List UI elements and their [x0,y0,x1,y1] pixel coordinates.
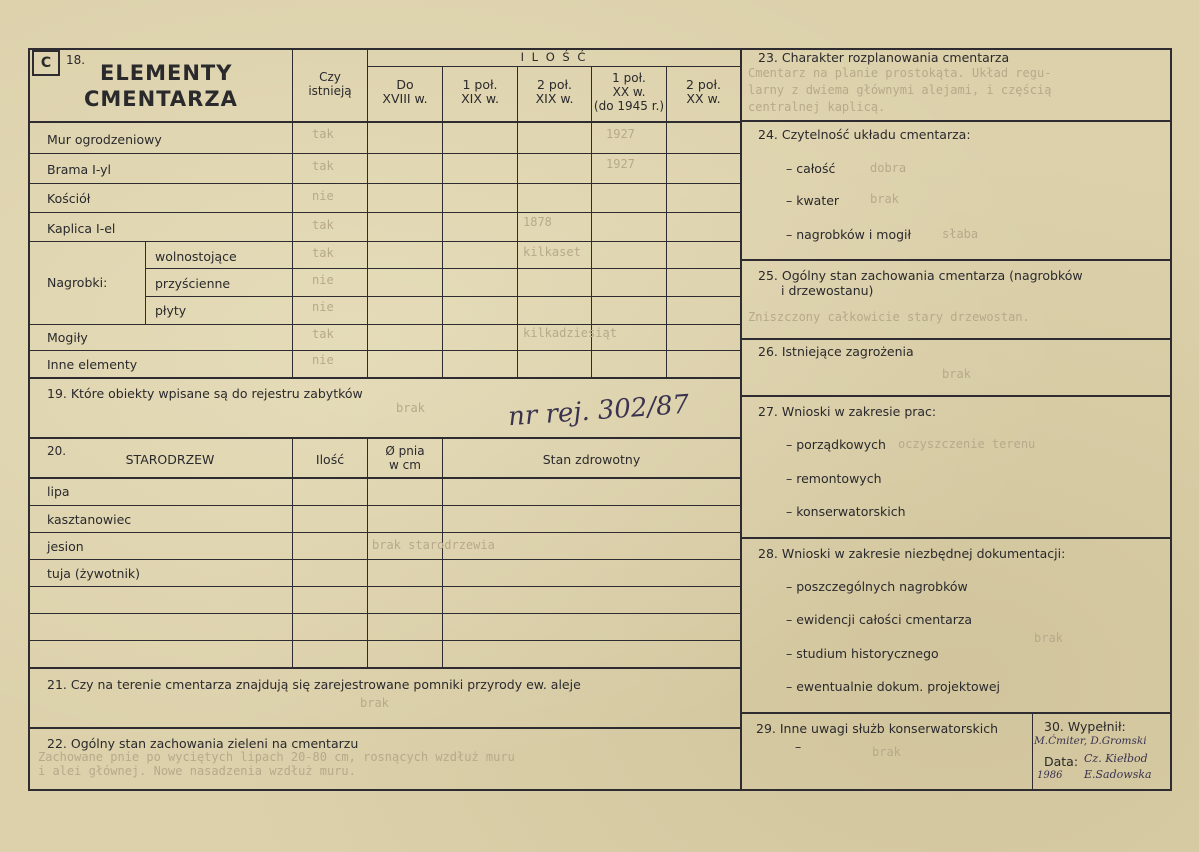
section20-title: STARODRZEW [125,452,215,467]
grid-line [145,268,741,269]
period-header: 2 poł. XIX w. [535,77,574,106]
section22-label: 22. Ogólny stan zachowania zieleni na cmentarzu [47,736,359,751]
grid-line [28,121,741,123]
border-right-bottom [742,789,1172,791]
grid-line [28,477,741,479]
grid-line [28,153,741,154]
border-left-bottom [28,789,742,791]
border-left [28,48,30,791]
section18-number: 18. [66,53,86,67]
section18-title-line1: ELEMENTY [100,61,233,85]
section25-label: i drzewostanu) [781,283,874,298]
grid-line [28,586,741,587]
exists-value: tak [312,327,334,341]
diameter-header: Ø pnia w cm [385,444,425,472]
card-letter-box: C [32,50,60,76]
grid-line [145,296,741,297]
row-label: przyścienne [155,276,231,291]
section21-typed: brak [360,696,389,710]
row-label: Kościół [47,191,91,206]
author-names-handwritten: Cz. Kiełbod [1084,752,1148,765]
period-value: kilkaset [523,245,581,259]
period-value: kilkadziesiąt [523,326,617,340]
section28-label: 28. Wnioski w zakresie niezbędnej dokumentacji: [758,546,1066,561]
period-value: 1927 [606,157,635,171]
grid-line [442,437,443,667]
section30-date-label: Data: [1044,754,1079,769]
section19-label: 19. Które obiekty wpisane są do rejestru zabytków [47,386,363,401]
author-names-handwritten: M.Ćmiter, D.Gromski [1034,735,1147,747]
row-label: Brama I-yl [47,162,112,177]
grid-line [742,338,1172,340]
period-header: 1 poł. XIX w. [461,77,499,106]
section25-label: 25. Ogólny stan zachowania cmentarza (nagrobków [758,268,1083,283]
row-label: Inne elementy [47,357,138,372]
grid-line [742,712,1172,714]
works-value: oczyszczenie terenu [898,437,1036,451]
section28-typed: brak [1034,631,1063,645]
section22-typed: Zachowane pnie po wyciętych lipach 20-80 cm, rosnących wzdłuż muru [38,750,515,764]
tree-label: lipa [47,484,70,499]
exists-value: nie [312,189,334,203]
documentation-item: – ewentualnie dokum. projektowej [786,679,1001,694]
border-right [1170,48,1172,791]
grid-line [28,667,741,669]
grid-line [28,505,741,506]
tree-label: tuja (żywotnik) [47,566,141,581]
exists-value: tak [312,218,334,232]
author-names-handwritten: E.Sadowska [1084,768,1152,781]
legibility-item: – kwater [786,193,840,208]
works-item: – porządkowych [786,437,886,452]
section21-label: 21. Czy na terenie cmentarza znajdują się zarejestrowane pomniki przyrody ew. aleje [47,677,581,692]
grid-line [28,727,741,729]
documentation-item: – ewidencji całości cmentarza [786,612,973,627]
section22-typed: i alei głównej. Nowe nasadzenia wzdłuż muru. [38,764,356,778]
section26-label: 26. Istniejące zagrożenia [758,344,914,359]
works-item: – remontowych [786,471,882,486]
period-header: 1 poł. XX w. (do 1945 r.) [593,71,665,113]
grid-line [666,66,667,378]
legibility-value: dobra [870,161,907,175]
row-label: płyty [155,303,187,318]
grid-line [28,241,741,242]
documentation-item: – studium historycznego [786,646,939,661]
grid-line [28,324,741,325]
grid-line [145,241,146,324]
grid-line [442,66,443,378]
section23-typed: centralnej kaplicą. [748,100,886,114]
exists-value: nie [312,273,334,287]
grid-line [28,437,741,439]
exists-value: tak [312,127,334,141]
section29-typed: brak [872,745,901,759]
section20-typed: brak starodrzewia [372,538,495,552]
section23-typed: Cmentarz na planie prostokąta. Układ regu- [748,66,1052,80]
legibility-value: brak [870,192,899,206]
section23-typed: larny z dwiema głównymi alejami, i częścią [748,83,1052,97]
grid-line [517,66,518,378]
section30-label: 30. Wypełnił: [1044,719,1126,734]
section19-typed: brak [396,401,425,415]
exists-value: tak [312,159,334,173]
legibility-value: słaba [942,227,979,241]
row-label: Kaplica I-el [47,221,116,236]
grid-line [742,395,1172,397]
grid-line [742,259,1172,261]
period-value: 1878 [523,215,552,229]
period-header: 2 poł. XX w. [685,77,722,106]
section24-label: 24. Czytelność układu cmentarza: [758,127,971,142]
grid-line [742,120,1172,122]
period-value: 1927 [606,127,635,141]
tree-label: jesion [47,539,84,554]
grid-line [28,532,741,533]
exists-value: nie [312,353,334,367]
period-header: Do XVIII w. [382,77,428,106]
grid-line [742,537,1172,539]
section27-label: 27. Wnioski w zakresie prac: [758,404,937,419]
grid-line [28,640,741,641]
section23-label: 23. Charakter rozplanowania cmentarza [758,50,1010,65]
works-item: – konserwatorskich [786,504,906,519]
grid-line [28,350,741,351]
border-middle [740,48,742,791]
row-label: wolnostojące [155,249,237,264]
quantity-header: I L O Ś Ć [520,50,588,64]
section29-label: 29. Inne uwagi służb konserwatorskich [756,721,998,736]
grid-line [28,183,741,184]
row-label: Mogiły [47,330,88,345]
legibility-item: – całość [786,161,836,176]
legibility-item: – nagrobków i mogił [786,227,912,242]
tree-label: kasztanowiec [47,512,132,527]
row-label: Mur ogrodzeniowy [47,132,162,147]
grid-line [28,377,741,379]
exists-value: tak [312,246,334,260]
grid-line [367,66,741,67]
section26-typed: brak [942,367,971,381]
documentation-item: – poszczególnych nagrobków [786,579,968,594]
grid-line [28,559,741,560]
register-number-handwritten: nr rej. 302/87 [507,389,691,433]
exists-value: nie [312,300,334,314]
section29-dash: – [795,739,802,754]
grid-line [28,212,741,213]
grid-line [28,613,741,614]
date-handwritten: 1986 [1037,770,1063,781]
count-header: Ilość [315,452,345,467]
health-header: Stan zdrowotny [542,452,641,467]
grid-line [292,437,293,667]
exists-header: Czy istnieją [308,70,352,98]
section18-title-line2: CMENTARZA [84,87,238,111]
section20-number: 20. [47,444,67,458]
grid-line [1032,712,1033,790]
gravestones-label: Nagrobki: [47,275,108,290]
section25-typed: Zniszczony całkowicie stary drzewostan. [748,310,1030,324]
